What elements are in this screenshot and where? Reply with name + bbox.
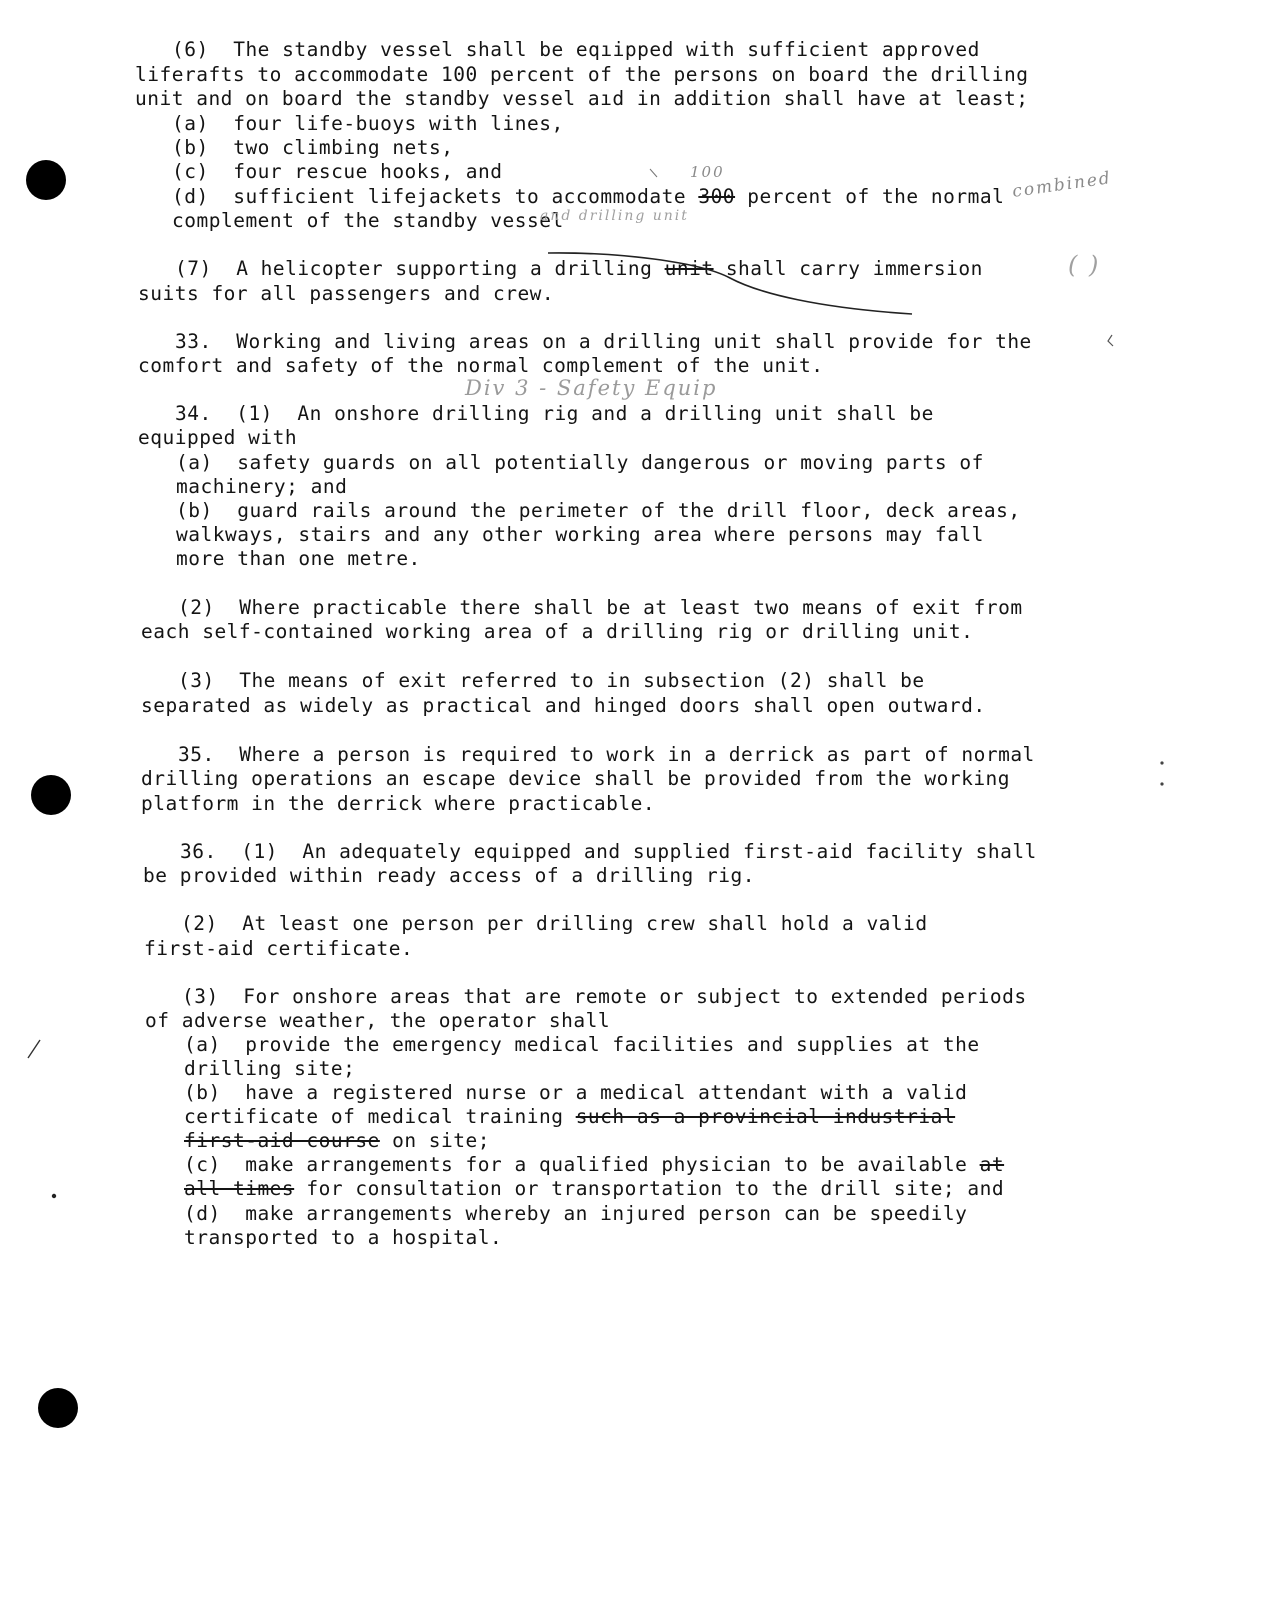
text-line: certificate of medical training such as a provincial industrial (184, 1105, 956, 1128)
handwritten-margin-note: combined (1011, 168, 1113, 202)
text-line: drilling site; (184, 1057, 356, 1080)
section-33-heading: 33. Working and living areas on a drilling unit shall provide for the (175, 330, 1032, 353)
text-line: separated as widely as practical and hinged doors shall open outward. (141, 694, 986, 717)
text-line: (6) The standby vessel shall be eqıipped with sufficient approved (172, 38, 980, 61)
handwritten-insert: 100 (690, 163, 725, 181)
text-line: first-aid certificate. (144, 937, 414, 960)
text-line: first-aid course on site; (184, 1129, 491, 1152)
list-item-c: (c) four rescue hooks, and (172, 160, 503, 183)
section-35-heading: 35. Where a person is required to work in a derrick as part of normal (178, 743, 1035, 766)
text-line: be provided within ready access of a drilling rig. (143, 864, 755, 887)
list-item-d: (d) sufficient lifejackets to accommodate 300 percent of the normal (172, 185, 1005, 208)
text-line: walkways, stairs and any other working area where persons may fall (176, 523, 984, 546)
text-line: liferafts to accommodate 100 percent of the persons on board the drilling (135, 63, 1029, 86)
handwritten-bracket: ( ) (1068, 251, 1101, 279)
list-item-b: (b) have a registered nurse or a medical attendant with a valid (184, 1081, 968, 1104)
list-item-a: (a) safety guards on all potentially dangerous or moving parts of (176, 451, 984, 474)
list-item-b: (b) two climbing nets, (172, 136, 454, 159)
struck-text: unit (664, 257, 714, 280)
struck-text: such as a provincial industrial (575, 1105, 956, 1128)
handwritten-note: and drilling unit (540, 208, 689, 224)
struck-text: first-aid course (184, 1129, 380, 1152)
list-item-c: (c) make arrangements for a qualified physician to be available at (184, 1153, 1005, 1176)
text-line: machinery; and (176, 475, 348, 498)
text-line: of adverse weather, the operator shall (145, 1009, 611, 1032)
handwritten-division-note: Div 3 - Safety Equip (465, 376, 718, 400)
text-line: more than one metre. (176, 547, 421, 570)
section-36-heading: 36. (1) An adequately equipped and supplied first-aid facility shall (180, 840, 1037, 863)
list-item-b: (b) guard rails around the perimeter of the drill floor, deck areas, (176, 499, 1021, 522)
text-line: (3) The means of exit referred to in subsection (2) shall be (178, 669, 925, 692)
text-line: transported to a hospital. (184, 1226, 503, 1249)
list-item-d: (d) make arrangements whereby an injured person can be speedily (184, 1202, 968, 1225)
text-line: (2) At least one person per drilling crew shall hold a valid (181, 912, 928, 935)
text-line: complement of the standby vessel (172, 209, 564, 232)
list-item-a: (a) provide the emergency medical facilities and supplies at the (184, 1033, 980, 1056)
text-line: (7) A helicopter supporting a drilling unit shall carry immersion (175, 257, 983, 280)
struck-text: 300 (698, 185, 736, 208)
text-line: drilling operations an escape device shall be provided from the working (141, 767, 1011, 790)
text-line: each self-contained working area of a drilling rig or drilling unit. (141, 620, 974, 643)
text-line: equipped with (138, 426, 298, 449)
text-line: all times for consultation or transportation to the drill site; and (184, 1177, 1005, 1200)
struck-text: all times (184, 1177, 295, 1200)
text-line: comfort and safety of the normal complement of the unit. (138, 354, 824, 377)
text-line: (2) Where practicable there shall be at least two means of exit from (178, 596, 1023, 619)
section-34-heading: 34. (1) An onshore drilling rig and a drilling unit shall be (175, 402, 934, 425)
text-line: platform in the derrick where practicable. (141, 792, 656, 815)
text-line: suits for all passengers and crew. (138, 282, 555, 305)
struck-text: at (979, 1153, 1005, 1176)
text-line: (3) For onshore areas that are remote or subject to extended periods (182, 985, 1027, 1008)
text-line: unit and on board the standby vessel aıd in addition shall have at least; (135, 87, 1029, 110)
list-item-a: (a) four life-buoys with lines, (172, 112, 564, 135)
